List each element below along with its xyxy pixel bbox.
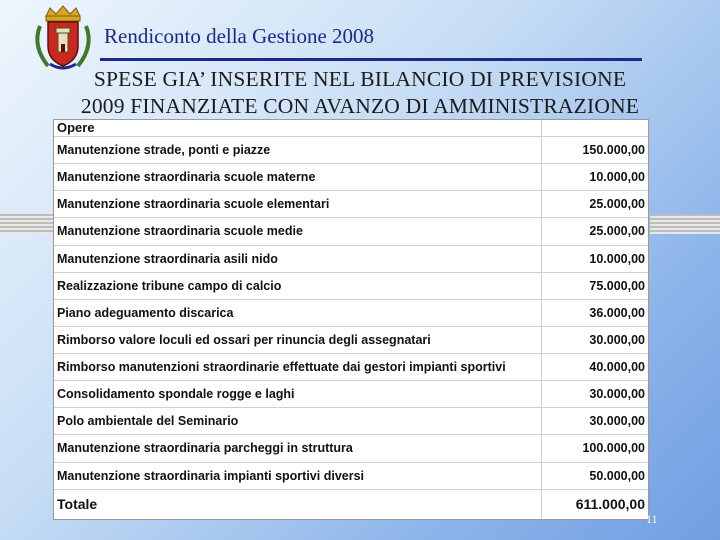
table-row [54,137,648,164]
row-amount: 100.000,00 [542,435,649,462]
table-total-row [54,489,648,519]
row-label: Manutenzione straordinaria asili nido [54,245,542,272]
total-label: Totale [57,496,98,513]
row-label: Polo ambientale del Seminario [54,408,542,435]
row-amount: 36.000,00 [542,299,649,326]
heading-line-1: SPESE GIA’ INSERITE NEL BILANCIO DI PREVISIONE [93,67,627,91]
row-amount: 10.000,00 [542,245,649,272]
decorative-band-left [0,214,56,234]
expenses-table-container [53,119,649,520]
row-label: Piano adeguamento discarica [54,299,542,326]
table-row [54,408,648,435]
table-header-amount [542,120,649,137]
expenses-table [54,120,648,519]
title-rule [100,58,642,61]
row-amount: 30.000,00 [542,326,649,353]
row-label: Manutenzione straordinaria impianti sportivi diversi [54,462,542,489]
table-row [54,164,648,191]
row-amount: 50.000,00 [542,462,649,489]
table-row [54,354,648,381]
table-row [54,326,648,353]
row-amount: 150.000,00 [542,137,649,164]
coat-of-arms-icon [28,4,98,74]
table-row [54,218,648,245]
row-label: Manutenzione straordinaria scuole medie [54,218,542,245]
decorative-band-right [650,214,720,234]
heading-line-2: 2009 FINANZIATE CON AVANZO DI AMMINISTRAZIONE [80,94,640,118]
page-number: 11 [646,512,658,526]
table-row [54,462,648,489]
row-label: Consolidamento spondale rogge e laghi [54,381,542,408]
table-row [54,191,648,218]
row-label: Manutenzione strade, ponti e piazze [54,137,542,164]
row-label: Manutenzione straordinaria scuole elementari [54,191,542,218]
row-amount: 25.000,00 [542,218,649,245]
table-header-row [54,120,648,137]
row-label: Manutenzione straordinaria parcheggi in struttura [54,435,542,462]
row-amount: 25.000,00 [542,191,649,218]
row-label: Realizzazione tribune campo di calcio [54,272,542,299]
table-row [54,299,648,326]
row-amount: 75.000,00 [542,272,649,299]
row-label: Rimborso manutenzioni straordinarie effettuate dai gestori impianti sportivi [54,354,542,381]
table-row [54,272,648,299]
row-amount: 30.000,00 [542,381,649,408]
table-row [54,435,648,462]
table-row [54,245,648,272]
header-title: Rendiconto della Gestione 2008 [104,24,375,48]
row-amount: 30.000,00 [542,408,649,435]
table-header-opere: Opere [54,120,542,137]
page-heading [0,66,720,120]
row-amount: 10.000,00 [542,164,649,191]
table-row [54,381,648,408]
total-amount: 611.000,00 [542,489,649,519]
row-label: Manutenzione straordinaria scuole materne [54,164,542,191]
row-amount: 40.000,00 [542,354,649,381]
row-label: Rimborso valore loculi ed ossari per rinuncia degli assegnatari [54,326,542,353]
